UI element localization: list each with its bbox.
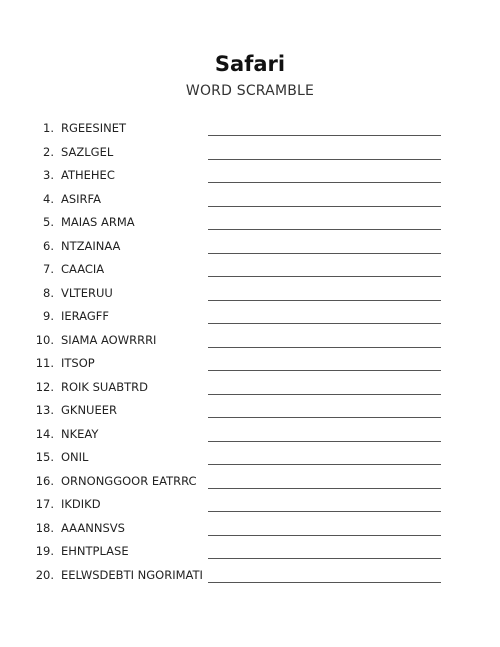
- scramble-item: [0, 259, 500, 283]
- scrambled-word: RGEESINET: [61, 121, 127, 135]
- scramble-list: [0, 118, 500, 588]
- scramble-item: [0, 377, 500, 401]
- scrambled-word: CAACIA: [61, 262, 105, 276]
- answer-line: [208, 441, 441, 442]
- scrambled-word: IERAGFF: [61, 309, 109, 323]
- worksheet-subtitle: WORD SCRAMBLE: [185, 83, 315, 99]
- scramble-item: [0, 283, 500, 307]
- scramble-item: [0, 118, 500, 142]
- answer-line: [208, 300, 441, 301]
- item-number: 10.: [35, 332, 54, 347]
- answer-line: [208, 535, 441, 536]
- item-number: 7.: [43, 262, 54, 276]
- scrambled-word: EHNTPLASE: [61, 544, 129, 558]
- scramble-item: [0, 541, 500, 565]
- answer-line: [208, 276, 441, 277]
- item-number: 12.: [35, 379, 54, 394]
- scramble-item: [0, 306, 500, 330]
- scrambled-word: NTZAINAA: [61, 238, 121, 253]
- scrambled-word: ORNONGGOOR EATRRC: [61, 473, 197, 488]
- scramble-item: [0, 165, 500, 189]
- item-number: 8.: [43, 285, 54, 300]
- answer-line: [208, 323, 441, 324]
- answer-line: [208, 206, 441, 207]
- item-number: 15.: [35, 450, 54, 464]
- scrambled-word: ROIK SUABTRD: [61, 379, 148, 394]
- item-number: 9.: [43, 309, 54, 323]
- scramble-item: [0, 518, 500, 542]
- scramble-item: [0, 212, 500, 236]
- scramble-item: [0, 353, 500, 377]
- scrambled-word: IKDIKD: [61, 497, 101, 511]
- scrambled-word: GKNUEER: [61, 403, 117, 417]
- answer-line: [208, 511, 441, 512]
- answer-line: [208, 488, 441, 489]
- scramble-item: [0, 471, 500, 495]
- scrambled-word: NKEAY: [61, 426, 99, 441]
- scrambled-word: ITSOP: [61, 356, 95, 370]
- item-number: 18.: [35, 520, 54, 535]
- scramble-item: [0, 142, 500, 166]
- item-number: 19.: [35, 544, 54, 558]
- item-number: 1.: [43, 121, 54, 135]
- scramble-item: [0, 189, 500, 213]
- answer-line: [208, 558, 441, 559]
- item-number: 17.: [35, 497, 54, 511]
- answer-line: [208, 347, 441, 348]
- answer-line: [208, 135, 441, 136]
- scrambled-word: SAZLGEL: [61, 144, 114, 159]
- answer-line: [208, 464, 441, 465]
- scramble-item: [0, 236, 500, 260]
- answer-line: [208, 159, 441, 160]
- scramble-item: [0, 424, 500, 448]
- worksheet-title: Safari: [214, 52, 286, 76]
- item-number: 14.: [35, 426, 54, 441]
- scrambled-word: ATHEHEC: [61, 168, 115, 182]
- scrambled-word: ONIL: [61, 450, 89, 464]
- scramble-item: [0, 400, 500, 424]
- item-number: 16.: [35, 473, 54, 488]
- answer-line: [208, 394, 441, 395]
- item-number: 20.: [35, 567, 54, 582]
- answer-line: [208, 370, 441, 371]
- scramble-item: [0, 447, 500, 471]
- scrambled-word: MAIAS ARMA: [61, 215, 135, 229]
- answer-line: [208, 582, 441, 583]
- scrambled-word: AAANNSVS: [61, 520, 125, 535]
- scrambled-word: SIAMA AOWRRRI: [61, 332, 157, 347]
- answer-line: [208, 229, 441, 230]
- item-number: 6.: [43, 238, 54, 253]
- answer-line: [208, 182, 441, 183]
- scramble-item: [0, 565, 500, 589]
- scramble-item: [0, 494, 500, 518]
- scramble-item: [0, 330, 500, 354]
- scrambled-word: ASIRFA: [61, 191, 101, 206]
- item-number: 3.: [43, 168, 54, 182]
- item-number: 11.: [35, 356, 54, 370]
- scrambled-word: EELWSDEBTI NGORIMATI: [61, 567, 203, 582]
- item-number: 2.: [43, 144, 54, 159]
- answer-line: [208, 417, 441, 418]
- scrambled-word: VLTERUU: [61, 285, 113, 300]
- item-number: 5.: [43, 215, 54, 229]
- answer-line: [208, 253, 441, 254]
- item-number: 4.: [43, 191, 54, 206]
- item-number: 13.: [35, 403, 54, 417]
